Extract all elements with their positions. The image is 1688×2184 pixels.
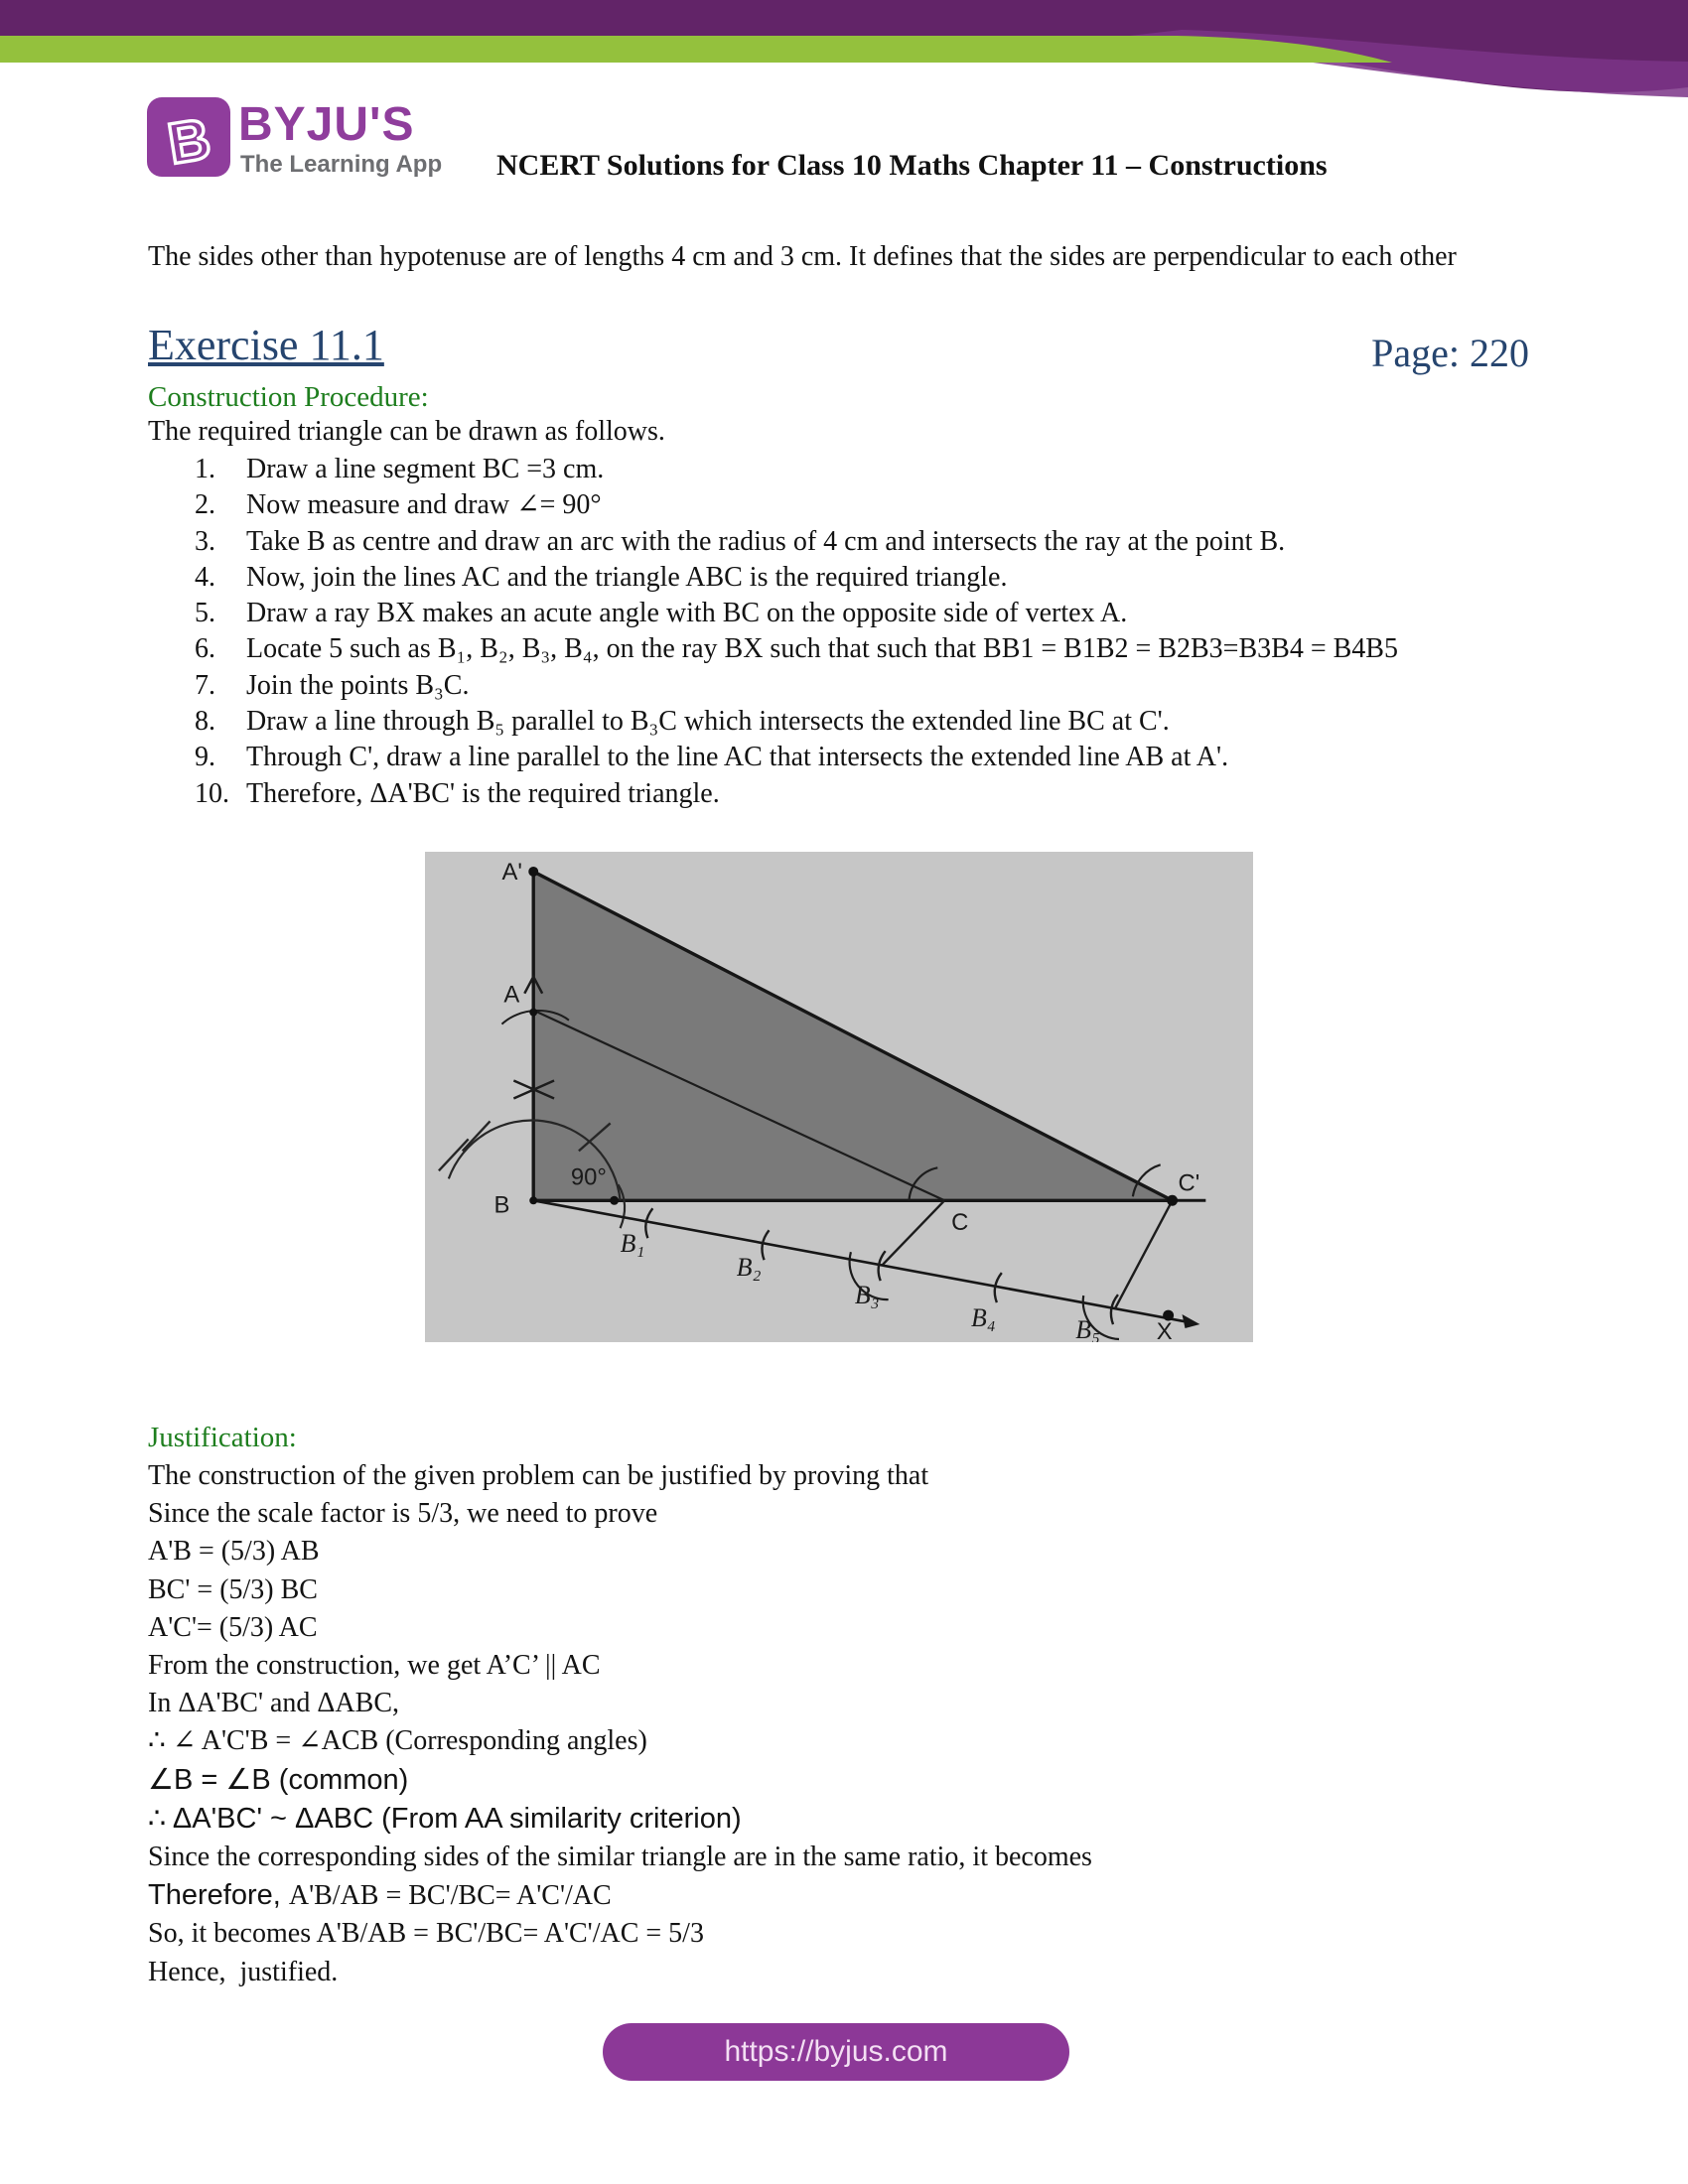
step-text: Now measure and draw ∠= 90° [246,489,602,521]
construction-lead: The required triangle can be drawn as follows. [148,416,665,447]
justification-line [148,1761,1568,1800]
point-a [529,1009,537,1017]
construction-step [195,487,1515,523]
construction-figure [425,852,1253,1342]
justification-line [148,1571,1568,1609]
label-c: C [951,1209,969,1237]
step-text: Draw a line through B₅ parallel to B₃C which intersects the extended line BC at C'. [246,706,1170,738]
label-b4: B₄ [971,1302,996,1333]
label-a: A [503,981,520,1009]
step-text: Join the points B₃C. [246,669,470,701]
construction-step [195,631,1515,667]
justification-line [148,1954,1568,1991]
text-segment: Since the corresponding sides of the similar triangle are in the same ratio, it becomes [148,1842,1092,1873]
intro-paragraph: The sides other than hypotenuse are of lengths 4 cm and 3 cm. It defines that the sides are perpendicular to each other [148,241,1457,272]
label-b: B [493,1191,510,1219]
text-segment: ∠B = ∠B (common) [148,1763,409,1796]
point-a-prime [528,867,538,877]
exercise-heading: Exercise 11.1 [148,321,384,369]
label-b5: B₅ [1075,1314,1101,1342]
step-text: Draw a line segment BC =3 cm. [246,454,605,484]
step-number: 10. [195,777,229,809]
construction-heading: Construction Procedure: [148,381,429,413]
text-segment: So, it becomes A'B/AB = BC'/BC= A'C'/AC = 5/3 [148,1918,704,1950]
dot-on-base [610,1196,619,1205]
label-b2: B₂ [736,1253,762,1283]
step-number: 3. [195,525,215,557]
point-c-prime [1167,1195,1178,1206]
step-text: Through C', draw a line parallel to the line AC that intersects the extended line AB at A'. [246,742,1229,773]
text-segment: The construction of the given problem can be justified by proving that [148,1460,929,1491]
construction-step [195,560,1515,596]
text-segment: A'B = (5/3) AB [148,1536,320,1568]
label-b3: B₃ [854,1281,880,1310]
step-text: Therefore, ΔA'BC' is the required triangle. [246,777,720,809]
justification-heading: Justification: [148,1422,297,1453]
step-number: 2. [195,489,215,521]
construction-step [195,776,1515,812]
construction-step [195,596,1515,631]
text-segment: A'C'= (5/3) AC [148,1611,318,1643]
step-number: 1. [195,454,215,484]
text-segment: ∴ ΔA'BC' ~ ΔABC (From AA similarity criterion) [148,1802,742,1835]
logo-b-glyph: B [163,106,215,177]
justification-line [148,1647,1568,1685]
step-number: 8. [195,706,215,738]
justification-line [148,1533,1568,1570]
step-number: 7. [195,669,215,701]
construction-step [195,704,1515,740]
construction-figure-svg [425,852,1253,1342]
brand-wordmark: BYJU'S [238,98,415,151]
page-title: NCERT Solutions for Class 10 Maths Chapter 11 – Constructions [496,149,1328,182]
step-text: Take B as centre and draw an arc with the radius of 4 cm and intersects the ray at the point B. [246,525,1286,557]
label-b1: B₁ [620,1229,645,1259]
justification-lines [148,1457,1568,1991]
text-segment: ∴ ∠ A'C'B = ∠ACB (Corresponding angles) [148,1725,647,1757]
construction-steps [195,452,1515,812]
label-a-prime: A' [501,858,522,886]
justification-line [148,1876,1568,1915]
justification-line [148,1609,1568,1647]
justification-line [148,1685,1568,1722]
step-text: Now, join the lines AC and the triangle ABC is the required triangle. [246,561,1008,593]
page-number: Page: 220 [1371,331,1529,375]
footer-url-pill[interactable] [603,2023,1069,2081]
green-band-shape [0,36,1392,63]
text-segment: In ΔA'BC' and ΔABC, [148,1688,399,1719]
step-number: 5. [195,598,215,629]
step-number: 9. [195,742,215,773]
step-text: Draw a ray BX makes an acute angle with BC on the opposite side of vertex A. [246,598,1128,629]
label-c-prime: C' [1178,1169,1200,1197]
step-number: 4. [195,561,215,593]
justification-line [148,1457,1568,1495]
text-segment: Therefore, [148,1879,289,1912]
construction-step [195,452,1515,487]
label-90-degrees: 90° [570,1163,607,1191]
label-x: X [1156,1317,1173,1342]
byjus-logo [145,95,236,181]
step-number: 6. [195,633,215,665]
construction-step [195,740,1515,775]
text-segment: A'B/AB = BC'/BC= A'C'/AC [288,1880,612,1912]
point-b [529,1196,537,1204]
footer-url-text: https://byjus.com [724,2035,948,2068]
justification-line [148,1915,1568,1953]
construction-step [195,668,1515,704]
text-segment: BC' = (5/3) BC [148,1573,318,1605]
brand-tagline: The Learning App [240,151,443,178]
text-segment: Hence, justified. [148,1956,339,1987]
justification-line [148,1800,1568,1839]
justification-line [148,1839,1568,1876]
text-segment: Since the scale factor is 5/3, we need to prove [148,1498,658,1530]
text-segment: From the construction, we get A’C’ || AC [148,1650,601,1682]
justification-line [148,1495,1568,1533]
justification-line [148,1722,1568,1760]
construction-step [195,524,1515,560]
step-text: Locate 5 such as B₁, B₂, B₃, B₄, on the ray BX such that such that BB1 = B1B2 = B2B3=B3B4 = B4B5 [246,633,1398,665]
